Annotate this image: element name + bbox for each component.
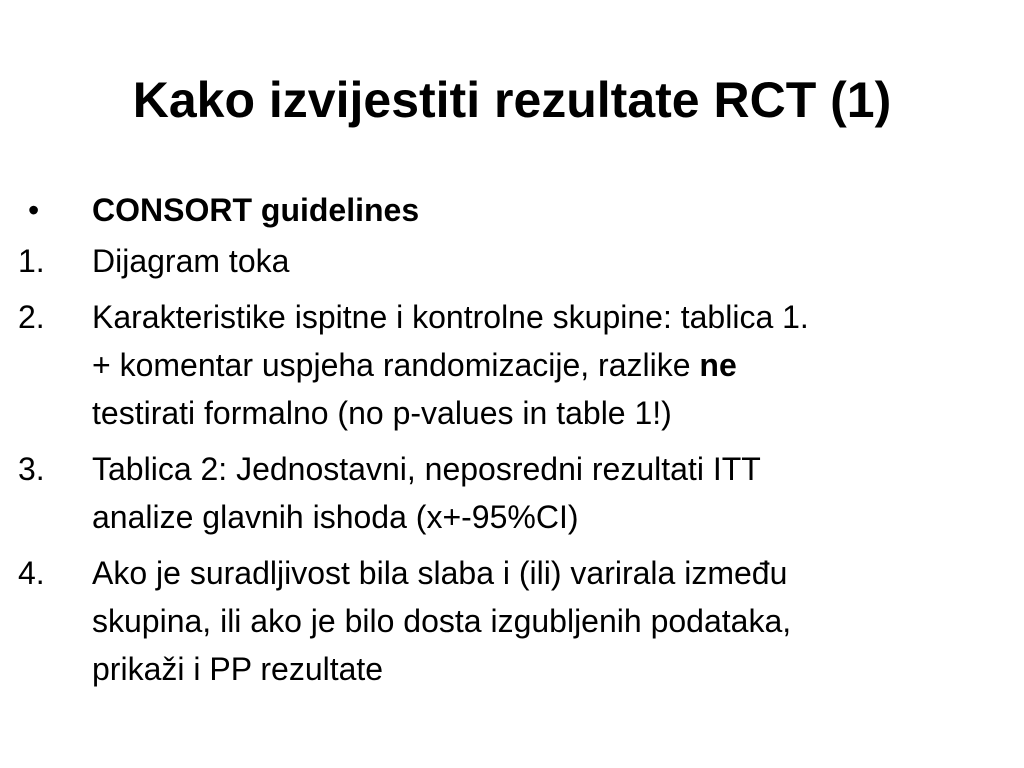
bullet-text: CONSORT guidelines: [92, 192, 420, 228]
list-item-2: [18, 293, 1008, 437]
list-item-3: [18, 445, 1008, 541]
list-item-text: Dijagram toka: [92, 243, 290, 279]
list-number: 2.: [18, 299, 45, 335]
list-item-1: [18, 237, 1008, 285]
list-item-text: prikaži i PP rezultate: [92, 651, 384, 687]
list-number: 4.: [18, 555, 45, 591]
bullet-marker: •: [28, 192, 40, 228]
list-item-text: analize glavnih ishoda (x+-95%CI): [92, 499, 579, 535]
list-item-text: Ako je suradljivost bila slaba i (ili) varirala između: [92, 555, 788, 591]
emphasis-text: ne: [699, 347, 737, 383]
list-number: 1.: [18, 243, 45, 279]
list-number: 3.: [18, 451, 45, 487]
list-item-text: + komentar uspjeha randomizacije, razlike: [92, 347, 700, 383]
list-item-text: Tablica 2: Jednostavni, neposredni rezultati ITT: [92, 451, 761, 487]
bullet-item: [18, 186, 1008, 234]
slide-body: [18, 186, 1008, 693]
list-item-text: testirati formalno (no p-values in table 1!): [92, 395, 672, 431]
list-item-text: Karakteristike ispitne i kontrolne skupine: tablica 1.: [92, 299, 809, 335]
list-item-text: skupina, ili ako je bilo dosta izgubljenih podataka,: [92, 603, 792, 639]
slide-title: Kako izvijestiti rezultate RCT (1): [132, 72, 892, 128]
list-item-4: [18, 549, 1008, 693]
